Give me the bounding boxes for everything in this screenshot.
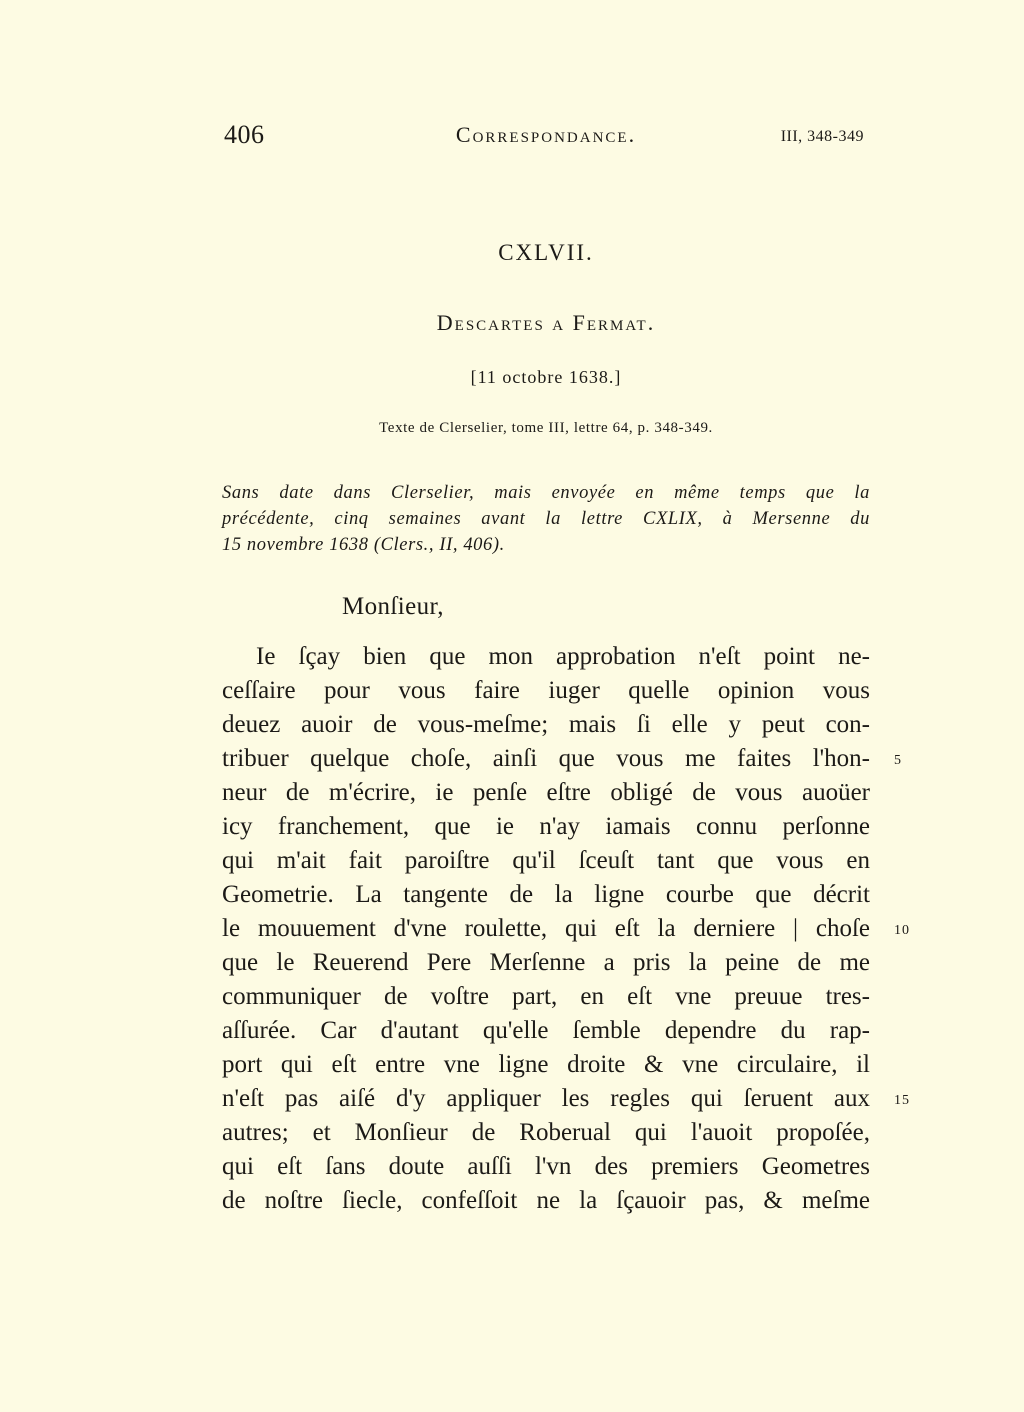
- editor-note: [222, 480, 870, 558]
- running-title: Correspondance.: [455, 122, 637, 147]
- line-number: 15: [894, 1093, 910, 1108]
- body-line: [222, 946, 870, 980]
- body-line-text: autres; et Monſieur de Roberual qui l'auoit propoſée,: [222, 1119, 870, 1146]
- line-number: 5: [894, 753, 902, 768]
- body-line-text: tribuer quelque choſe, ainſi que vous me faites l'hon-: [222, 745, 870, 772]
- letter-body: [222, 640, 910, 1218]
- letter-number: CXLVII.: [498, 240, 594, 265]
- body-line: [222, 708, 870, 742]
- page-number: 406: [224, 120, 265, 149]
- running-head: [222, 120, 870, 160]
- body-line-text: n'eſt pas aiſé d'y appliquer les regles qui ſeruent aux: [222, 1085, 870, 1112]
- letter-heading: Descartes a Fermat.: [436, 310, 656, 335]
- body-line-text: aſſurée. Car d'autant qu'elle ſemble dependre du rap-: [222, 1017, 870, 1044]
- body-line: [222, 810, 870, 844]
- body-line-text: Geometrie. La tangente de la ligne courbe que décrit: [222, 881, 870, 908]
- body-line-text: communiquer de voſtre part, en eſt vne preuue tres-: [222, 983, 870, 1010]
- page-reference: III, 348-349: [780, 128, 864, 145]
- body-line-text: port qui eſt entre vne ligne droite & vne circulaire, il: [222, 1051, 870, 1078]
- body-line: [222, 980, 870, 1014]
- body-line: [222, 1184, 870, 1218]
- body-line: [222, 1014, 870, 1048]
- letter-date: [11 octobre 1638.]: [470, 367, 622, 387]
- body-line-text: de noſtre ſiecle, confeſſoit ne la ſçauoir pas, & meſme: [222, 1187, 870, 1214]
- body-line: [222, 912, 910, 946]
- note-line: précédente, cinq semaines avant la lettre CXLIX, à Mersenne du: [222, 509, 870, 529]
- body-line: [222, 1082, 910, 1116]
- line-number: 10: [894, 923, 910, 938]
- body-line: [222, 1048, 870, 1082]
- note-line: Sans date dans Clerselier, mais envoyée en même temps que la: [222, 483, 870, 503]
- body-line-text: que le Reuerend Pere Merſenne a pris la peine de me: [222, 949, 870, 976]
- source-note: Texte de Clerselier, tome III, lettre 64, p. 348-349.: [379, 420, 713, 436]
- body-line-text: neur de m'écrire, ie penſe eſtre obligé de vous auoüer: [222, 779, 870, 806]
- body-line-text: icy franchement, que ie n'ay iamais connu perſonne: [222, 813, 870, 840]
- body-line-text: le mouuement d'vne roulette, qui eſt la derniere | choſe: [222, 915, 870, 942]
- body-line-text: qui m'ait fait paroiſtre qu'il ſceuſt tant que vous en: [222, 847, 870, 874]
- body-line: [222, 1150, 870, 1184]
- body-line: [222, 674, 870, 708]
- body-line-text: ceſſaire pour vous faire iuger quelle opinion vous: [222, 677, 870, 704]
- body-line: [222, 742, 902, 776]
- body-line: [222, 640, 870, 674]
- note-line: 15 novembre 1638 (Clers., II, 406).: [222, 535, 505, 555]
- body-line: [222, 1116, 870, 1150]
- body-line-text: deuez auoir de vous-meſme; mais ſi elle y peut con-: [222, 711, 870, 738]
- body-line: [222, 776, 870, 810]
- salutation: Monſieur,: [342, 593, 444, 620]
- body-line: [222, 844, 870, 878]
- body-line-text: Ie ſçay bien que mon approbation n'eſt point ne-: [256, 643, 870, 670]
- body-line: [222, 878, 870, 912]
- body-line-text: qui eſt ſans doute auſſi l'vn des premiers Geometres: [222, 1153, 870, 1180]
